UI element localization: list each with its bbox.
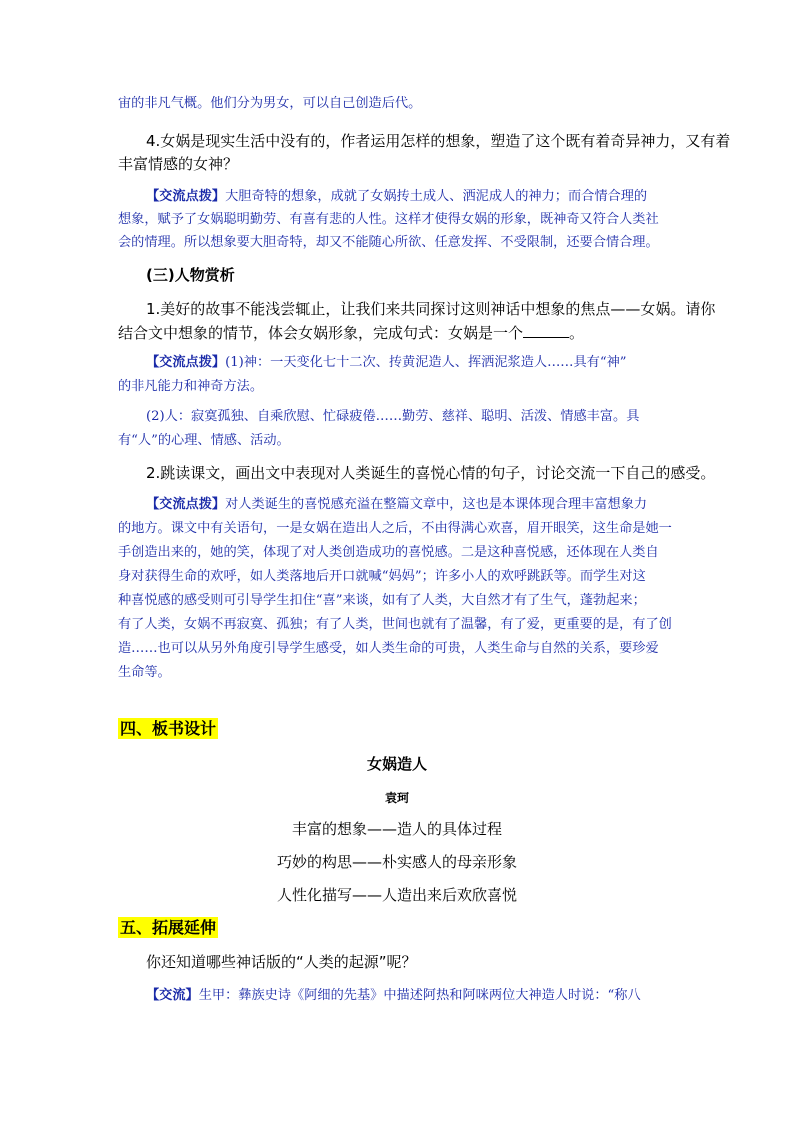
tip-block-3-line8: 生命等。 [118,665,171,680]
tip-block-1-line1 [146,190,647,203]
tip-block-3-line4: 身对获得生命的欢呼，如人类落地后开口就喊“妈妈”；许多小人的欢呼跳跃等。而学生对这 [118,569,646,584]
board-row-1: 丰富的想象——造人的具体过程 [291,820,502,838]
tip-text: 大胆奇特的想象，成就了女娲抟土成人、洒泥成人的神力；而合情合理的 [225,189,648,204]
question-2-line1: 2.跳读课文，画出文中表现对人类诞生的喜悦心情的句子，讨论交流一下自己的感受。 [146,464,716,482]
tip-block-3-line7: 造……也可以从另外角度引导学生感受，如人类生命的可贵，人类生命与自然的关系，要珍爱 [118,641,659,656]
tip-block-3-line6: 有了人类，女娲不再寂寞、孤独；有了人类，世间也就有了温馨，有了爱，更重要的是，有了创 [118,617,672,632]
tip-tag: 【交流点拨】 [146,355,226,370]
paragraph-continuation: 宙的非凡气概。他们分为男女，可以自己创造后代。 [118,96,422,111]
tip-text: (1)神：一天变化七十二次、抟黄泥造人、挥洒泥浆造人……具有“神” [225,355,627,370]
tip-text: 对人类诞生的喜悦感充溢在整篇文章中，这也是本课体现合理丰富想象力 [225,497,648,512]
question-1-line1: 1.美好的故事不能浅尝辄止，让我们来共同探讨这则神话中想象的焦点——女娲。请你 [146,300,716,318]
tip-block-1-line2: 想象，赋予了女娲聪明勤劳、有喜有悲的人性。这样才使得女娲的形象，既神奇又符合人类社 [118,212,659,227]
board-row-3: 人性化描写——人造出来后欢欣喜悦 [276,886,517,904]
board-row-2: 巧妙的构思——朴实感人的母亲形象 [276,853,517,871]
tip-tag: 【交流点拨】 [146,189,226,204]
exchange-tag: 【交流】 [146,988,199,1003]
tip-block-3-line5: 种喜悦感的感受则可引导学生扣住“喜”来谈，如有了人类，大自然才有了生气，蓬勃起来； [118,593,646,608]
tip-block-3-line1 [146,498,647,511]
tip-block-2-line1 [146,356,627,369]
extension-question: 你还知道哪些神话版的“人类的起源”呢？ [146,953,417,971]
tip-block-1-line3: 会的情理。所以想象要大胆奇特，却又不能随心所欲、任意发挥、不受限制，还要合情合理。 [118,235,659,250]
section-5-heading: 五、拓展延伸 [120,918,217,937]
tip-block-3-line3: 手创造出来的，她的笑，体现了对人类创造成功的喜悦感。二是这种喜悦感，还体现在人类自 [118,545,659,560]
section-5-heading-wrap [118,920,218,936]
tip-block-2-line3: (2)人：寂寞孤独、自乘欣慰、忙碌疲倦……勤劳、慈祥、聪明、活泼、情感丰富。具 [146,409,640,424]
fill-in-blank [523,325,569,338]
section-4-heading: 四、板书设计 [120,719,217,738]
question-1-end: 。 [569,324,585,342]
tip-block-2-line2: 的非凡能力和神奇方法。 [118,379,264,394]
question-4-line2: 丰富情感的女神？ [118,155,239,173]
question-4-line1: 4.女娲是现实生活中没有的，作者运用怎样的想象，塑造了这个既有着奇异神力，又有着 [146,132,731,150]
section-4-heading-wrap [118,721,218,737]
question-1-line2 [118,325,584,341]
section-3-heading: (三)人物赏析 [146,266,235,284]
board-title: 女娲造人 [366,755,427,773]
exchange-text: 生甲：彝族史诗《阿细的先基》中描述阿热和阿咪两位大神造人时说：“称八 [198,988,641,1003]
question-1-text: 结合文中想象的情节，体会女娲形象，完成句式：女娲是一个 [118,324,524,342]
tip-block-3-line2: 的地方。课文中有关语句，一是女娲在造出人之后，不由得满心欢喜，眉开眼笑，这生命是她一 [118,521,672,536]
extension-answer-line1 [146,989,641,1002]
tip-tag: 【交流点拨】 [146,497,226,512]
board-author: 袁珂 [384,791,409,805]
tip-block-2-line4: 有“人”的心理、情感、活动。 [118,433,290,448]
